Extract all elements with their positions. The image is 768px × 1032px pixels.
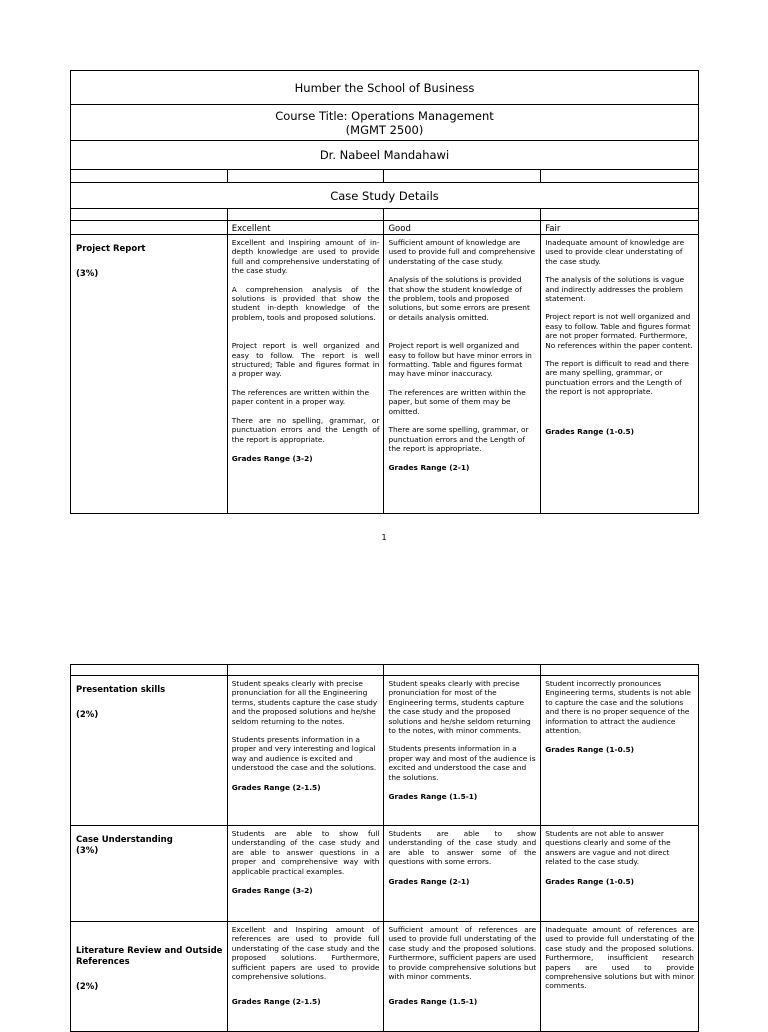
spacer-cell	[71, 209, 228, 221]
grades-range: Grades Range (1-0.5)	[545, 426, 635, 436]
descriptor-text: Excellent and Inspiring amount of in-depth knowledge are used to provide full and comprehensive understating of the case study.	[231, 238, 380, 276]
criterion-weight: (2%)	[76, 982, 99, 992]
cell-project-report-good	[384, 235, 541, 514]
grades-range: Grades Range (3-2)	[231, 886, 313, 896]
rubric-table-part-2	[70, 664, 699, 1032]
criterion-weight: (3%)	[76, 269, 99, 279]
descriptor-text: Students are not able to answer questions clearly and some of the answers are vague and not direct related to the case study.	[545, 829, 671, 867]
spacer-cell	[541, 209, 699, 221]
column-header-good: Good	[384, 221, 541, 235]
page-number: 1	[381, 533, 387, 542]
spacer-cell	[71, 170, 228, 183]
descriptor-text: Project report is not well organized and easy to follow. Table and figures format are not proper formated. Furthermore, No references within the paper content.	[545, 312, 693, 350]
section-title: Case Study Details	[71, 183, 699, 209]
descriptor-text: There are some spelling, grammar, or punctuation errors and the Length of the report is appropriate.	[388, 425, 529, 453]
grades-range: Grades Range (1-0.5)	[545, 876, 635, 886]
descriptor-text: A comprehension analysis of the solutions is provided that show the student in-depth knowledge of the problem, tools and proposed solutions.	[231, 284, 380, 322]
criterion-name: Presentation skills	[76, 685, 166, 695]
descriptor-text: Students are able to show understanding of the case study and are able to answer some of the questions with some errors.	[388, 829, 537, 867]
column-header-excellent: Excellent	[227, 221, 384, 235]
grades-range: Grades Range (1.5-1)	[388, 792, 478, 802]
cell-literature-excellent	[227, 922, 384, 1032]
cell-case-understanding-fair	[541, 826, 699, 922]
row-label-presentation-skills	[71, 676, 228, 826]
descriptor-text: Students presents information in a proper way and most of the audience is excited and understood the case and the solutions.	[388, 744, 536, 782]
cell-presentation-fair	[541, 676, 699, 826]
criterion-name: Project Report	[76, 244, 146, 254]
grades-range: Grades Range (2-1.5)	[231, 997, 321, 1007]
criterion-weight: (3%)	[76, 846, 99, 856]
criterion-name: Literature Review and Outside References	[76, 946, 223, 967]
row-label-project-report	[71, 235, 228, 514]
descriptor-text: Analysis of the solutions is provided that show the student knowledge of the problem, tools and proposed solutions, but some errors are present or details analysis omitted.	[388, 275, 530, 322]
spacer-cell	[71, 665, 228, 676]
cell-project-report-excellent	[227, 235, 384, 514]
cell-case-understanding-excellent	[227, 826, 384, 922]
cell-project-report-fair	[541, 235, 699, 514]
descriptor-text: Project report is well organized and easy to follow. The report is well structured; Table and figures format in a proper way.	[231, 341, 380, 379]
descriptor-text: The report is difficult to read and there are many spelling, grammar, or punctuation errors and the Length of the report is not appropriate.	[545, 359, 689, 397]
cell-presentation-good	[384, 676, 541, 826]
column-header-blank	[71, 221, 228, 235]
spacer-cell	[541, 170, 699, 183]
rubric-table-part-1	[70, 70, 699, 514]
spacer-cell	[384, 209, 541, 221]
cell-presentation-excellent	[227, 676, 384, 826]
row-label-literature-review	[71, 922, 228, 1032]
cell-literature-fair	[541, 922, 699, 1032]
descriptor-text: Student speaks clearly with precise pronunciation for all the Engineering terms, students capture the case study and the proposed solutions and he/she seldom returning to the notes.	[231, 679, 378, 726]
cell-case-understanding-good	[384, 826, 541, 922]
descriptor-text: The references are written within the paper content in a proper way.	[231, 387, 370, 407]
spacer-cell	[384, 170, 541, 183]
descriptor-text: Student speaks clearly with precise pronunciation for most of the Engineering terms, students capture the case study and the proposed solutions and he/she seldom returning to the notes, with minor comments.	[388, 679, 531, 736]
descriptor-text: Inadequate amount of references are used to provide full understating of the case study and the proposed solutions. Furthermore, insufficient research papers are used to provide comprehensive solutions but with minor comments.	[545, 925, 694, 991]
page-2	[0, 560, 768, 1024]
instructor-name: Dr. Nabeel Mandahawi	[71, 141, 699, 170]
descriptor-text: Students presents information in a proper and very interesting and logical way and audience is excited and understood the case and the solutions.	[231, 735, 377, 773]
spacer-cell	[541, 665, 699, 676]
grades-range: Grades Range (1.5-1)	[388, 997, 478, 1007]
criterion-name: Case Understanding	[76, 835, 173, 845]
row-label-case-understanding	[71, 826, 228, 922]
descriptor-text: Inadequate amount of knowledge are used to provide clear understating of the case study.	[545, 238, 685, 266]
descriptor-text: There are no spelling, grammar, or punctuation errors and the Length of the report is appropriate.	[231, 415, 380, 444]
grades-range: Grades Range (3-2)	[231, 453, 313, 463]
spacer-cell	[227, 170, 384, 183]
grades-range: Grades Range (2-1)	[388, 876, 470, 886]
descriptor-text: Students are able to show full understanding of the case study and are able to answer questions in a proper and comprehensive way with applicable practical examples.	[231, 829, 380, 876]
descriptor-text: Excellent and Inspiring amount of references are used to provide full understating of the case study and the proposed solutions. Furthermore, sufficient papers are used to provide comprehensive solutions.	[231, 925, 380, 982]
cell-literature-good	[384, 922, 541, 1032]
school-name: Humber the School of Business	[71, 71, 699, 105]
descriptor-text: Student incorrectly pronounces Engineering terms, students is not able to capture the case and the solutions and there is no proper sequence of the information to attract the audience attention.	[545, 679, 691, 736]
descriptor-text: Sufficient amount of references are used to provide full understating of the case study and the proposed solutions. Furthermore, sufficient papers are used to provide comprehensive solutions but with minor comments.	[388, 925, 537, 982]
spacer-cell	[384, 665, 541, 676]
descriptor-text: Sufficient amount of knowledge are used to provide full and comprehensive understating of the case study.	[388, 238, 536, 266]
spacer-cell	[227, 209, 384, 221]
descriptor-text: The analysis of the solutions is vague and indirectly addresses the problem statement.	[545, 275, 685, 304]
descriptor-text: The references are written within the paper, but some of them may be omitted.	[388, 387, 526, 416]
course-title: Course Title: Operations Management (MGMT 2500)	[71, 105, 699, 141]
column-header-fair: Fair	[541, 221, 699, 235]
criterion-weight: (2%)	[76, 710, 99, 720]
grades-range: Grades Range (1-0.5)	[545, 745, 635, 755]
spacer-cell	[227, 665, 384, 676]
grades-range: Grades Range (2-1)	[388, 463, 470, 473]
descriptor-text: Project report is well organized and easy to follow but have minor errors in formatting. Table and figures format may have minor inaccuracy.	[388, 341, 532, 379]
grades-range: Grades Range (2-1.5)	[231, 782, 321, 792]
